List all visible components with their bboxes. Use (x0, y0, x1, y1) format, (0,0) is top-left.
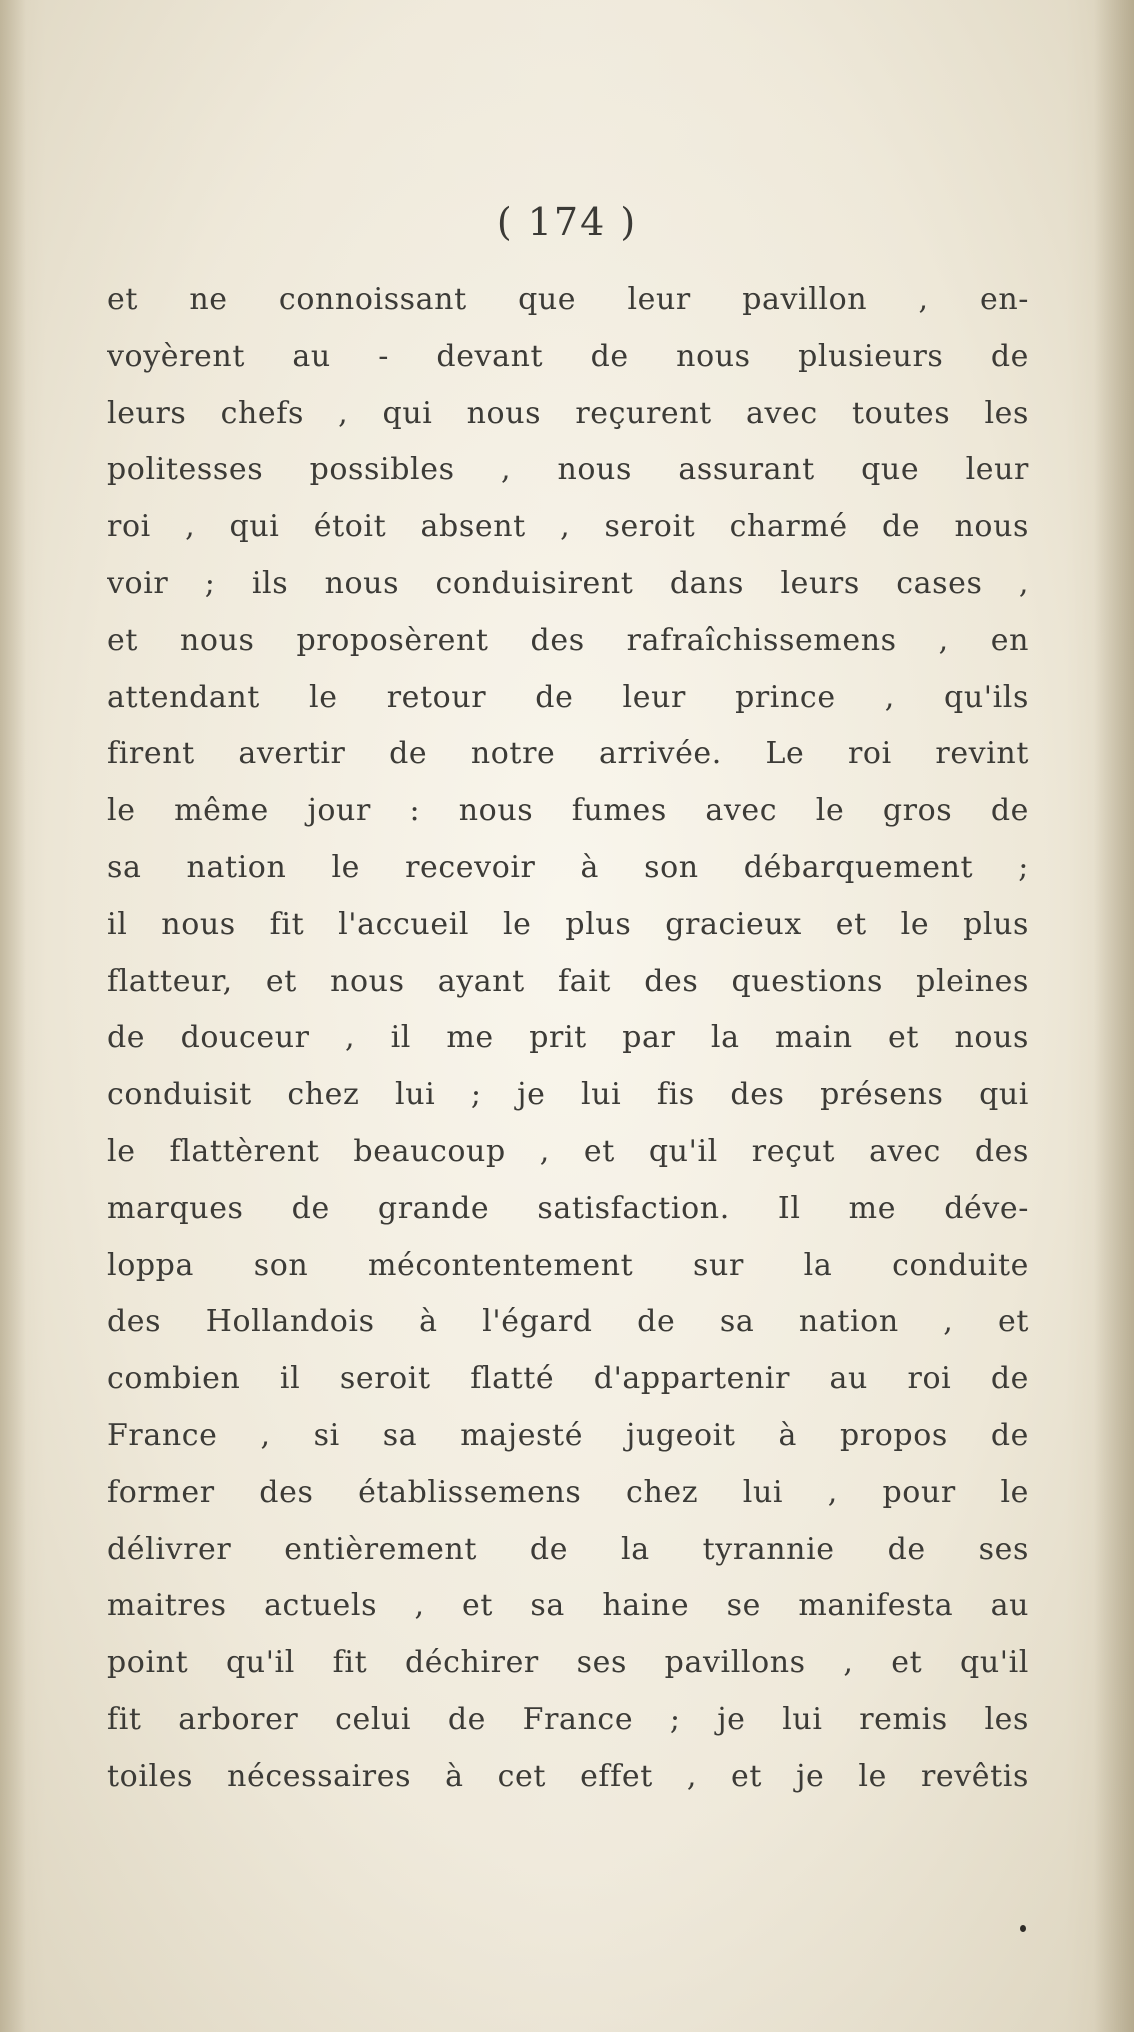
text-line: il nous fit l'accueil le plus gracieux et le plus (107, 906, 1029, 942)
ink-speck (1020, 1925, 1026, 1932)
text-line: point qu'il fit déchirer ses pavillons , et qu'il (107, 1645, 1029, 1681)
page-number: ( 174 ) (496, 200, 638, 244)
text-line: flatteur, et nous ayant fait des questions pleines (107, 963, 1029, 999)
text-line: et ne connoissant que leur pavillon , en- (107, 282, 1029, 317)
text-line: France , si sa majesté jugeoit à propos de (107, 1417, 1029, 1453)
text-line: leurs chefs , qui nous reçurent avec toutes les (107, 395, 1029, 431)
text-line: former des établissemens chez lui , pour le (107, 1474, 1029, 1510)
text-line: firent avertir de notre arrivée. Le roi revint (107, 736, 1029, 772)
text-line: toiles nécessaires à cet effet , et je le revêtis (107, 1758, 1029, 1794)
text-line: sa nation le recevoir à son débarquement ; (107, 849, 1029, 885)
page-edge-shadow (1094, 0, 1134, 2032)
text-line: délivrer entièrement de la tyrannie de ses (107, 1531, 1029, 1567)
text-line: et nous proposèrent des rafraîchissemens , en (107, 622, 1029, 658)
text-line: marques de grande satisfaction. Il me déve- (107, 1190, 1029, 1226)
text-line: de douceur , il me prit par la main et nous (107, 1020, 1029, 1056)
text-line: le flattèrent beaucoup , et qu'il reçut avec des (107, 1133, 1029, 1169)
text-line: le même jour : nous fumes avec le gros de (107, 793, 1029, 829)
text-line: combien il seroit flatté d'appartenir au roi de (107, 1361, 1029, 1397)
text-line: conduisit chez lui ; je lui fis des présens qui (107, 1077, 1029, 1113)
text-line: roi , qui étoit absent , seroit charmé de nous (107, 509, 1029, 545)
text-line: politesses possibles , nous assurant que leur (107, 452, 1029, 488)
body-text (107, 272, 1029, 1806)
text-line: maitres actuels , et sa haine se manifesta au (107, 1588, 1029, 1624)
text-line: des Hollandois à l'égard de sa nation , et (107, 1304, 1029, 1340)
text-line: voyèrent au - devant de nous plusieurs de (107, 338, 1029, 374)
text-line: voir ; ils nous conduisirent dans leurs cases , (107, 565, 1029, 601)
page-gutter-shadow (0, 0, 26, 2032)
text-line: loppa son mécontentement sur la conduite (107, 1247, 1029, 1283)
text-line: fit arborer celui de France ; je lui remis les (107, 1701, 1029, 1737)
text-line: attendant le retour de leur prince , qu'ils (107, 679, 1029, 715)
